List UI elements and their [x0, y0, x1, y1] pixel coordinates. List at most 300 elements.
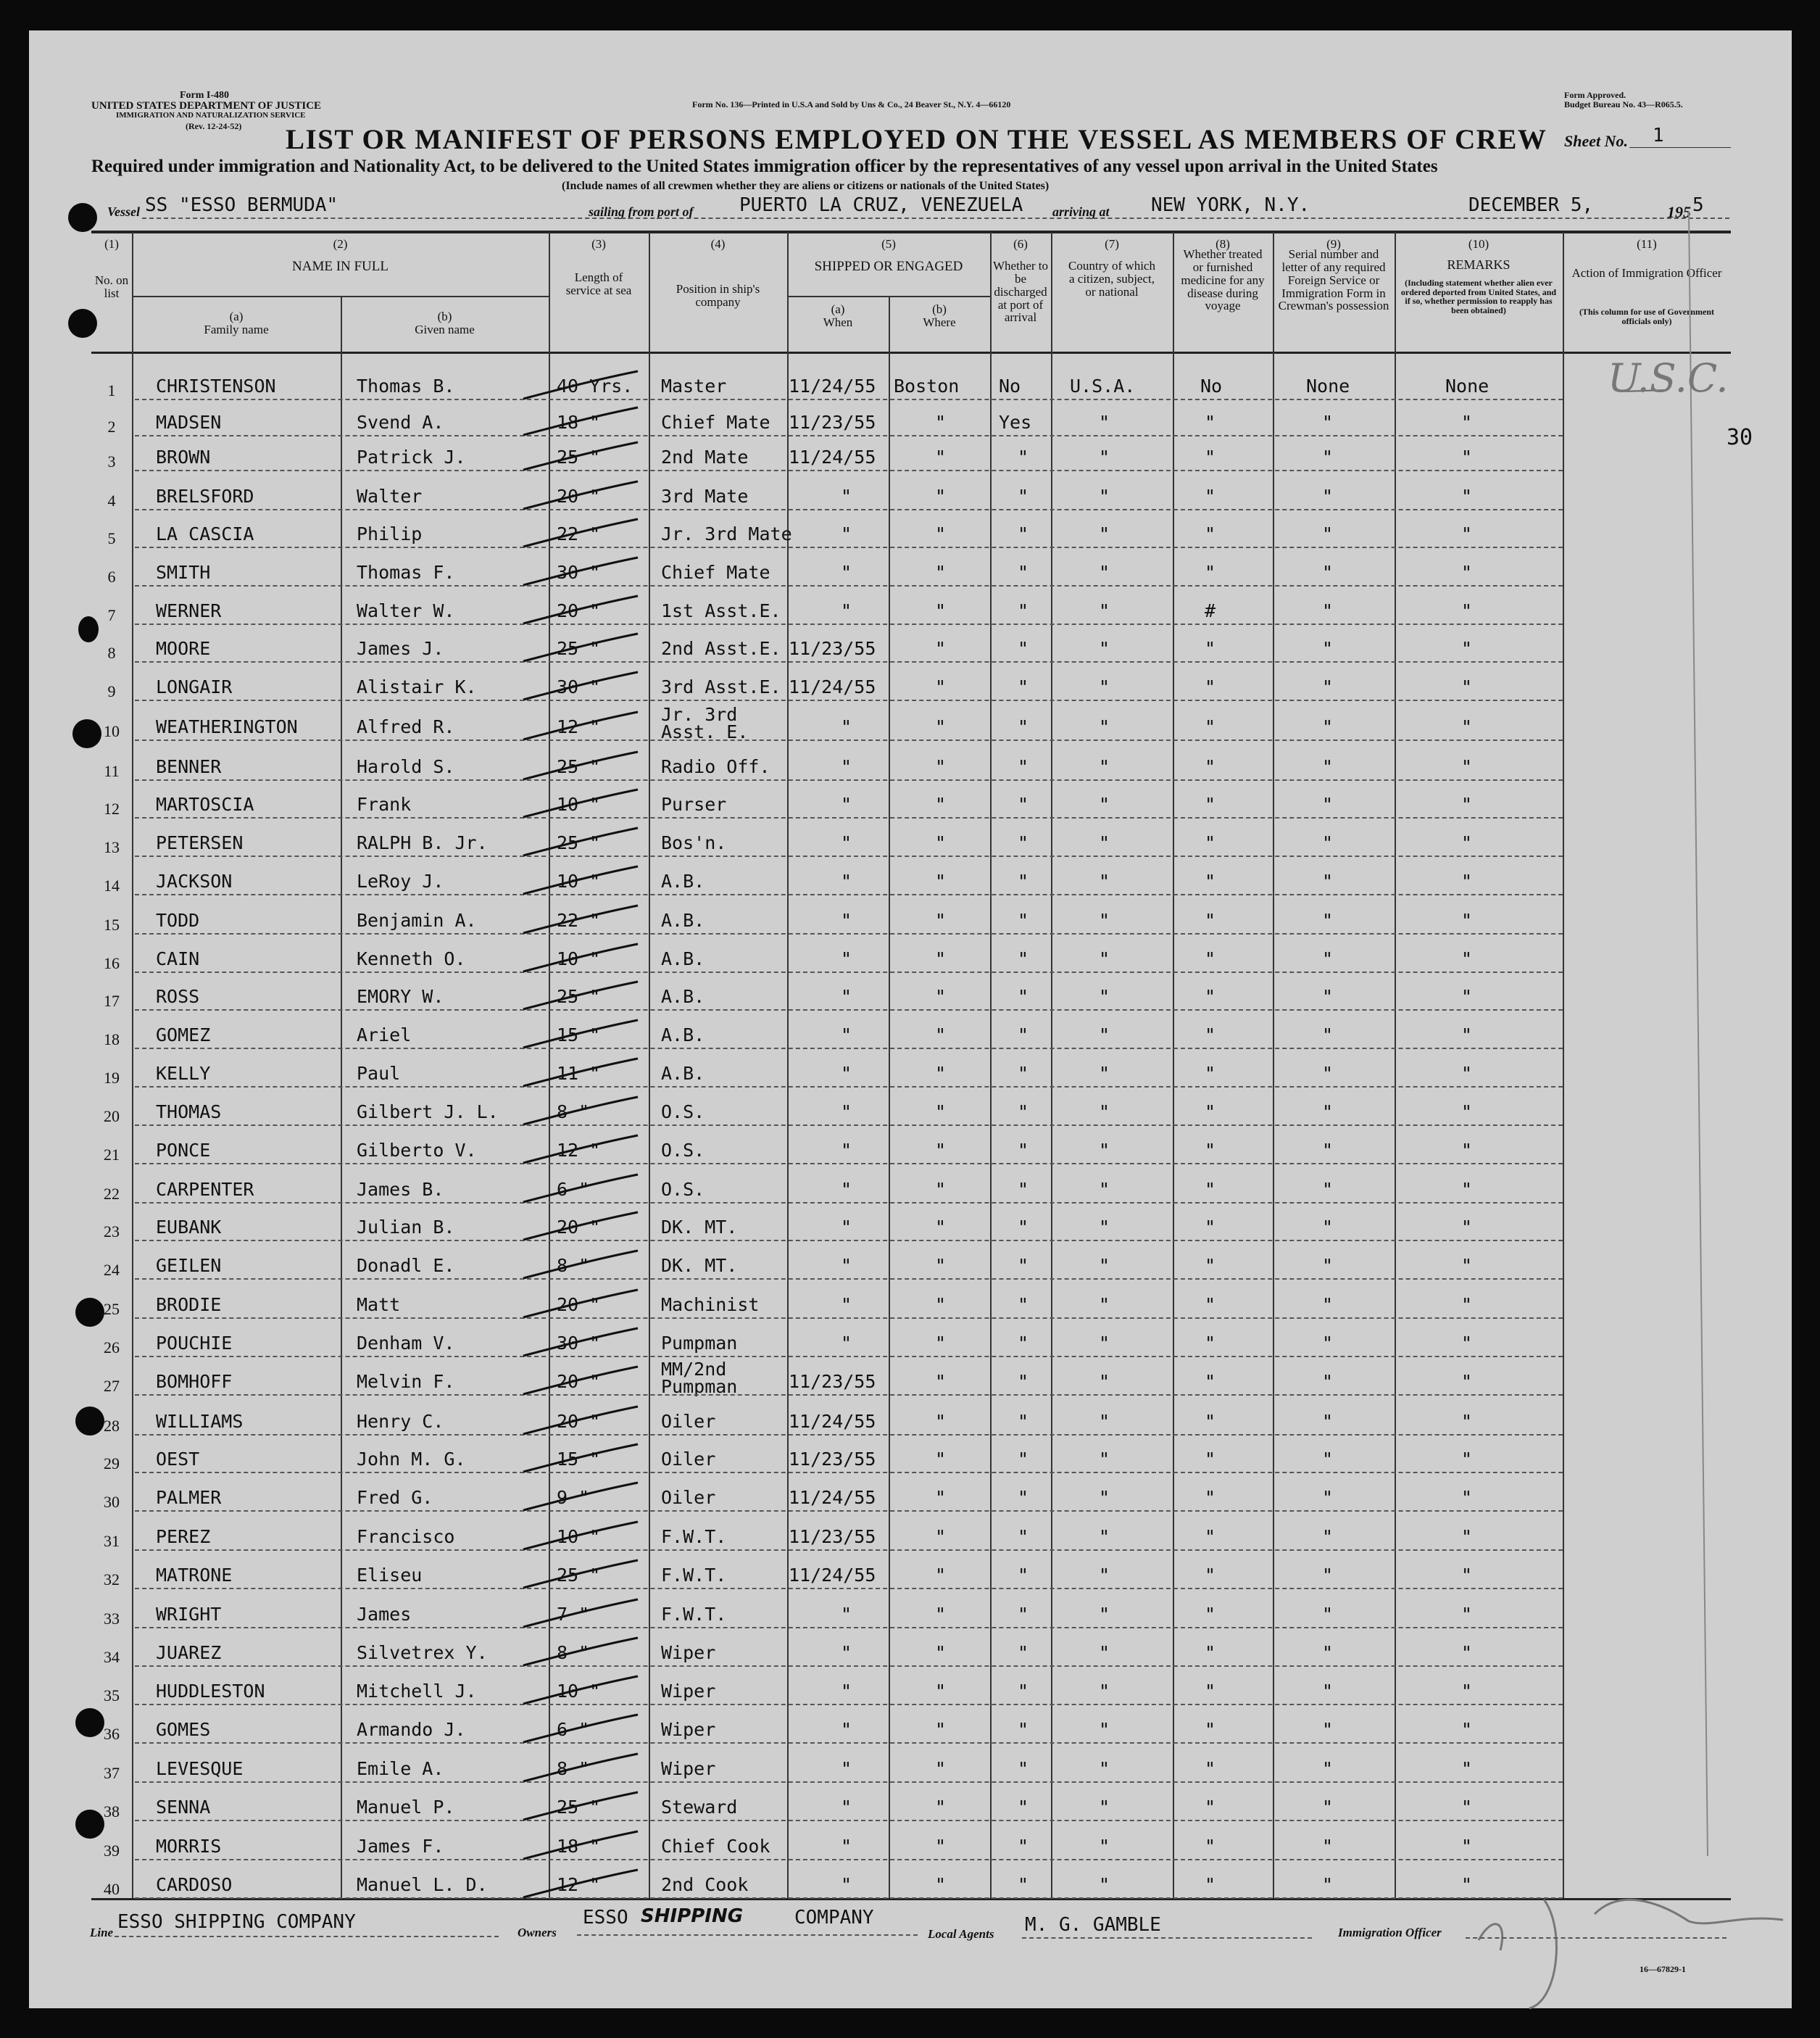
- row-number: 22: [104, 1185, 120, 1203]
- shipped-when-cell: ": [841, 562, 852, 583]
- position-cell: Oiler: [661, 1411, 716, 1432]
- discharged-cell: ": [1018, 1024, 1029, 1045]
- remarks-cell: ": [1461, 794, 1473, 815]
- shipped-where-cell: ": [935, 1758, 947, 1779]
- row-number: 24: [104, 1261, 120, 1279]
- position-cell: Purser: [661, 794, 727, 815]
- country-cell: ": [1099, 676, 1110, 697]
- length-of-service-cell: 22 ": [557, 523, 601, 544]
- discharged-cell: ": [1018, 1333, 1029, 1354]
- serial-number-cell: ": [1322, 486, 1334, 507]
- treated-cell: ": [1205, 948, 1216, 969]
- length-check-mark: [523, 1328, 638, 1356]
- position-cell: 2nd Cook: [661, 1874, 749, 1895]
- position-cell: A.B.: [661, 1024, 705, 1045]
- discharged-cell: ": [1018, 910, 1029, 931]
- shipped-where-cell: ": [935, 1063, 947, 1084]
- given-name-cell: Svend A.: [357, 412, 444, 433]
- discharged-cell: ": [1018, 1681, 1029, 1702]
- family-name-cell: GEILEN: [156, 1255, 222, 1276]
- owners-name-part1: ESSO: [583, 1907, 628, 1929]
- shipped-when-cell: ": [841, 486, 852, 507]
- length-check-mark: [523, 1444, 638, 1472]
- treated-cell: ": [1205, 1604, 1216, 1625]
- vessel-label: Vessel: [107, 204, 140, 219]
- treated-cell: ": [1205, 412, 1216, 433]
- position-cell: Pumpman: [661, 1333, 738, 1354]
- length-of-service-cell: 25 ": [557, 638, 601, 659]
- given-name-cell: Denham V.: [357, 1333, 455, 1354]
- shipped-when-cell: ": [841, 1333, 852, 1354]
- row-number: 13: [104, 838, 120, 856]
- position-cell: Oiler: [661, 1449, 716, 1470]
- serial-number-cell: ": [1322, 986, 1334, 1007]
- given-name-cell: Henry C.: [357, 1411, 444, 1432]
- shipped-where-cell: ": [935, 1604, 947, 1625]
- name-in-full-header: NAME IN FULL: [292, 259, 388, 274]
- remarks-cell: ": [1461, 523, 1473, 544]
- family-name-cell: WRIGHT: [156, 1604, 222, 1625]
- discharged-cell: ": [1018, 1063, 1029, 1084]
- treated-header: Whether treated or furnished medicine for any disease during voyage: [1181, 247, 1265, 313]
- shipped-when-cell: ": [841, 1101, 852, 1122]
- position-cell: 2nd Asst.E.: [661, 638, 781, 659]
- shipped-where-cell: ": [935, 1719, 947, 1740]
- length-check-mark: [523, 407, 638, 435]
- length-check-mark: [523, 1251, 638, 1278]
- family-name-cell: SMITH: [156, 562, 211, 583]
- discharged-cell: ": [1018, 1758, 1029, 1779]
- discharged-header: Whether to be discharged at port of arrival: [993, 259, 1048, 325]
- family-name-cell: PETERSEN: [156, 832, 244, 853]
- col-6-number: (6): [1013, 237, 1028, 251]
- shipped-when-cell: ": [841, 1179, 852, 1200]
- treated-cell: ": [1205, 1565, 1216, 1586]
- shipped-where-cell: ": [935, 1565, 947, 1586]
- shipped-where-cell: ": [935, 1140, 947, 1161]
- length-of-service-cell: 20 ": [557, 1217, 601, 1238]
- row-number: 9: [107, 682, 116, 700]
- serial-number-cell: ": [1322, 756, 1334, 777]
- length-of-service-cell: 15 ": [557, 1449, 601, 1470]
- length-of-service-cell: 20 ": [557, 1411, 601, 1432]
- serial-number-cell: ": [1322, 1758, 1334, 1779]
- country-cell: ": [1099, 1449, 1110, 1470]
- owners-name-part3: COMPANY: [794, 1907, 874, 1929]
- family-name-cell: MATRONE: [156, 1565, 233, 1586]
- family-name-cell: EUBANK: [156, 1217, 222, 1238]
- length-of-service-cell: 15 ": [557, 1024, 601, 1045]
- discharged-cell: ": [1018, 676, 1029, 697]
- shipped-when-cell: ": [841, 1874, 852, 1895]
- position-header: Position in ship's company: [676, 282, 760, 309]
- length-of-service-cell: 9 ": [557, 1487, 590, 1508]
- row-number: 36: [104, 1725, 120, 1743]
- shipped-where-cell: ": [935, 871, 947, 892]
- no-on-list-header: No. on list: [94, 273, 129, 300]
- serial-number-cell: ": [1322, 1874, 1334, 1895]
- remarks-header: REMARKS: [1447, 257, 1511, 272]
- treated-cell: ": [1205, 447, 1216, 468]
- country-cell: ": [1099, 1101, 1110, 1122]
- given-name-cell: James J.: [357, 638, 444, 659]
- length-check-mark: [523, 1599, 638, 1627]
- serial-number-cell: ": [1322, 1797, 1334, 1818]
- length-of-service-cell: 20 ": [557, 1371, 601, 1392]
- remarks-cell: ": [1461, 1836, 1473, 1857]
- remarks-cell: ": [1461, 1371, 1473, 1392]
- given-name-cell: James B.: [357, 1179, 444, 1200]
- family-name-cell: MORRIS: [156, 1836, 222, 1857]
- treated-cell: ": [1205, 1371, 1216, 1392]
- given-name-cell: Kenneth O.: [357, 948, 466, 969]
- shipped-when-cell: 11/23/55: [789, 1371, 876, 1392]
- when-header: (a) When: [823, 302, 853, 329]
- shipped-where-cell: ": [935, 1101, 947, 1122]
- line-label: Line: [90, 1926, 114, 1939]
- family-name-cell: CHRISTENSON: [156, 376, 276, 397]
- country-cell: ": [1099, 1836, 1110, 1857]
- shipped-when-cell: ": [841, 1140, 852, 1161]
- given-name-cell: Alfred R.: [357, 716, 455, 737]
- treated-cell: ": [1205, 1874, 1216, 1895]
- col-7-number: (7): [1105, 237, 1119, 251]
- country-cell: ": [1099, 1604, 1110, 1625]
- serial-header: Serial number and letter of any required Foreign Service or Immigration Form in Crewman's possession: [1278, 247, 1389, 313]
- budget-bureau: Budget Bureau No. 43—R065.5.: [1564, 99, 1683, 109]
- shipped-when-cell: 11/23/55: [789, 1526, 876, 1547]
- country-cell: ": [1099, 756, 1110, 777]
- row-number: 21: [104, 1146, 120, 1164]
- length-check-mark: [523, 1407, 638, 1434]
- signature-scrawl: [1479, 1900, 1783, 2008]
- treated-cell: ": [1205, 986, 1216, 1007]
- shipped-where-cell: ": [935, 1681, 947, 1702]
- family-name-cell: CAIN: [156, 948, 200, 969]
- given-name-cell: Mitchell J.: [357, 1681, 477, 1702]
- discharged-cell: ": [1018, 523, 1029, 544]
- given-name-cell: Donadl E.: [357, 1255, 455, 1276]
- serial-number-cell: None: [1306, 376, 1350, 397]
- given-name-cell: Harold S.: [357, 756, 455, 777]
- col-5-number: (5): [881, 237, 896, 251]
- row-number: 4: [107, 492, 116, 510]
- discharged-cell: ": [1018, 1101, 1029, 1122]
- given-name-cell: Patrick J.: [357, 447, 466, 468]
- remarks-cell: ": [1461, 676, 1473, 697]
- country-cell: ": [1099, 1333, 1110, 1354]
- length-check-mark: [523, 1135, 638, 1163]
- length-of-service-cell: 25 ": [557, 986, 601, 1007]
- discharged-cell: ": [1018, 832, 1029, 853]
- subtitle: Required under immigration and Nationality Act, to be delivered to the United States immigration officer by the representatives of any vessel upon arrival in the United States: [91, 157, 1438, 176]
- row-number: 15: [104, 916, 120, 934]
- vessel-name: SS "ESSO BERMUDA": [145, 194, 338, 216]
- length-check-mark: [523, 1212, 638, 1240]
- length-check-mark: [523, 944, 638, 972]
- shipped-where-cell: ": [935, 1487, 947, 1508]
- serial-number-cell: ": [1322, 1681, 1334, 1702]
- country-cell: ": [1099, 1140, 1110, 1161]
- family-name-cell: SENNA: [156, 1797, 211, 1818]
- length-check-mark: [523, 712, 638, 740]
- shipped-where-cell: ": [935, 1836, 947, 1857]
- discharged-cell: ": [1018, 1411, 1029, 1432]
- country-cell: ": [1099, 1758, 1110, 1779]
- shipped-where-cell: ": [935, 1874, 947, 1895]
- family-name-cell: ROSS: [156, 986, 200, 1007]
- family-name-cell: BENNER: [156, 756, 222, 777]
- discharged-cell: ": [1018, 1565, 1029, 1586]
- family-name-cell: THOMAS: [156, 1101, 222, 1122]
- discharged-cell: ": [1018, 1797, 1029, 1818]
- treated-cell: ": [1205, 1333, 1216, 1354]
- family-name-cell: GOMES: [156, 1719, 211, 1740]
- discharged-cell: ": [1018, 638, 1029, 659]
- given-name-cell: Fred G.: [357, 1487, 433, 1508]
- sailing-label: sailing from port of: [589, 204, 694, 219]
- serial-number-cell: ": [1322, 1565, 1334, 1586]
- country-cell: ": [1099, 1063, 1110, 1084]
- col-9-number: (9): [1326, 237, 1341, 251]
- margin-number-30: 30: [1726, 425, 1753, 450]
- row-number: 20: [104, 1107, 120, 1125]
- family-name-header: (a) Family name: [204, 310, 269, 336]
- treated-cell: ": [1205, 1140, 1216, 1161]
- treated-cell: No: [1200, 376, 1223, 397]
- shipped-where-cell: ": [935, 832, 947, 853]
- treated-cell: ": [1205, 1758, 1216, 1779]
- given-name-cell: Frank: [357, 794, 412, 815]
- discharged-cell: ": [1018, 600, 1029, 621]
- service-name: IMMIGRATION AND NATURALIZATION SERVICE: [116, 111, 306, 120]
- treated-cell: ": [1205, 1797, 1216, 1818]
- arriving-label: arriving at: [1052, 204, 1110, 219]
- given-name-cell: Ariel: [357, 1024, 412, 1045]
- remarks-cell: ": [1461, 1449, 1473, 1470]
- length-of-service-cell: 10 ": [557, 1681, 601, 1702]
- shipped-where-cell: ": [935, 1333, 947, 1354]
- country-cell: ": [1099, 1526, 1110, 1547]
- family-name-cell: WEATHERINGTON: [156, 716, 298, 737]
- position-cell: A.B.: [661, 910, 705, 931]
- shipped-when-cell: ": [841, 1024, 852, 1045]
- length-of-service-cell: 25 ": [557, 756, 601, 777]
- remarks-cell: ": [1461, 871, 1473, 892]
- action-header: Action of Immigration Officer: [1571, 266, 1722, 280]
- treated-cell: ": [1205, 523, 1216, 544]
- remarks-cell: ": [1461, 1333, 1473, 1354]
- given-name-cell: Thomas B.: [357, 376, 455, 397]
- length-of-service-cell: 20 ": [557, 1294, 601, 1315]
- remarks-cell: ": [1461, 1758, 1473, 1779]
- shipped-where-cell: ": [935, 1411, 947, 1432]
- serial-number-cell: ": [1322, 794, 1334, 815]
- length-of-service-cell: 8 ": [557, 1642, 590, 1663]
- shipped-when-cell: ": [841, 1063, 852, 1084]
- discharged-cell: ": [1018, 1719, 1029, 1740]
- row-number: 11: [104, 762, 120, 780]
- treated-cell: ": [1205, 1101, 1216, 1122]
- pencil-mark: [1689, 212, 1708, 1856]
- position-cell: 1st Asst.E.: [661, 600, 781, 621]
- given-name-cell: Francisco: [357, 1526, 455, 1547]
- given-name-cell: Melvin F.: [357, 1371, 455, 1392]
- position-cell: F.W.T.: [661, 1526, 727, 1547]
- country-cell: ": [1099, 832, 1110, 853]
- serial-number-cell: ": [1322, 676, 1334, 697]
- serial-number-cell: ": [1322, 1487, 1334, 1508]
- shipped-when-cell: ": [841, 1797, 852, 1818]
- length-check-mark: [523, 1754, 638, 1781]
- length-of-service-cell: 10 ": [557, 794, 601, 815]
- family-name-cell: TODD: [156, 910, 200, 931]
- serial-number-cell: ": [1322, 1719, 1334, 1740]
- treated-cell: ": [1205, 1487, 1216, 1508]
- form-code: 16—67829-1: [1640, 1964, 1686, 1974]
- length-check-mark: [523, 634, 638, 661]
- row-number: 27: [104, 1377, 120, 1395]
- position-cell: DK. MT.: [661, 1255, 738, 1276]
- shipped-where-cell: ": [935, 447, 947, 468]
- shipped-where-cell: ": [935, 1449, 947, 1470]
- shipped-where-cell: ": [935, 1294, 947, 1315]
- officer-label: Immigration Officer: [1338, 1926, 1442, 1939]
- row-number: 6: [107, 568, 116, 586]
- remarks-cell: ": [1461, 1642, 1473, 1663]
- treated-cell: ": [1205, 1024, 1216, 1045]
- remarks-cell: ": [1461, 1719, 1473, 1740]
- serial-number-cell: ": [1322, 1449, 1334, 1470]
- remarks-cell: ": [1461, 1604, 1473, 1625]
- row-number: 5: [107, 529, 116, 547]
- discharged-cell: ": [1018, 1255, 1029, 1276]
- country-cell: ": [1099, 948, 1110, 969]
- owners-underline: [577, 1934, 918, 1936]
- departure-port: PUERTO LA CRUZ, VENEZUELA: [739, 194, 1023, 216]
- row-number: 39: [104, 1842, 120, 1860]
- col-1-number: (1): [104, 237, 119, 251]
- treated-cell: ": [1205, 1179, 1216, 1200]
- treated-cell: ": [1205, 871, 1216, 892]
- position-cell: Oiler: [661, 1487, 716, 1508]
- family-name-cell: BRODIE: [156, 1294, 222, 1315]
- row-number: 25: [104, 1300, 120, 1318]
- shipped-when-cell: ": [841, 910, 852, 931]
- length-of-service-cell: 10 ": [557, 871, 601, 892]
- length-of-service-cell: 18 ": [557, 1836, 601, 1857]
- shipped-when-cell: 11/24/55: [789, 447, 876, 468]
- remarks-cell: ": [1461, 986, 1473, 1007]
- discharged-cell: ": [1018, 562, 1029, 583]
- given-name-cell: Gilbert J. L.: [357, 1101, 499, 1122]
- treated-cell: ": [1205, 562, 1216, 583]
- serial-number-cell: ": [1322, 562, 1334, 583]
- country-header: Country of which a citizen, subject, or national: [1068, 259, 1155, 299]
- given-name-cell: James: [357, 1604, 412, 1625]
- position-cell: A.B.: [661, 871, 705, 892]
- given-name-cell: Philip: [357, 523, 423, 544]
- treated-cell: ": [1205, 1836, 1216, 1857]
- length-check-mark: [523, 1097, 638, 1124]
- position-cell: Radio Off.: [661, 756, 770, 777]
- shipped-when-cell: ": [841, 986, 852, 1007]
- shipped-where-cell: ": [935, 1526, 947, 1547]
- length-check-mark: [523, 1020, 638, 1048]
- discharged-cell: ": [1018, 1874, 1029, 1895]
- country-cell: ": [1099, 638, 1110, 659]
- length-of-service-cell: 12 ": [557, 1874, 601, 1895]
- agents-underline: [1022, 1937, 1312, 1939]
- shipped-when-cell: 11/23/55: [789, 412, 876, 433]
- row-number: 34: [104, 1648, 120, 1666]
- position-cell: 3rd Mate: [661, 486, 749, 507]
- given-name-cell: Alistair K.: [357, 676, 477, 697]
- printer-line: Form No. 136—Printed in U.S.A and Sold by Uns & Co., 24 Beaver St., N.Y. 4—66120: [692, 99, 1011, 109]
- serial-number-cell: ": [1322, 1371, 1334, 1392]
- given-name-cell: Silvetrex Y.: [357, 1642, 488, 1663]
- sheet-label: Sheet No.: [1564, 132, 1628, 150]
- length-of-service-cell: 22 ": [557, 910, 601, 931]
- remarks-cell: ": [1461, 1681, 1473, 1702]
- remarks-cell: ": [1461, 1217, 1473, 1238]
- length-check-mark: [523, 828, 638, 856]
- position-cell: Bos'n.: [661, 832, 727, 853]
- length-of-service-cell: 6 ": [557, 1719, 590, 1740]
- treated-cell: ": [1205, 1294, 1216, 1315]
- col-11-number: (11): [1637, 237, 1657, 251]
- owners-name-part2: SHIPPING: [641, 1905, 744, 1927]
- treated-cell: ": [1205, 756, 1216, 777]
- given-name-cell: Armando J.: [357, 1719, 466, 1740]
- form-approved: Form Approved.: [1564, 90, 1626, 100]
- position-cell: Chief Mate: [661, 412, 770, 433]
- length-check-mark: [523, 442, 638, 470]
- action-note: (This column for use of Government officials only): [1579, 307, 1715, 326]
- serial-number-cell: ": [1322, 1836, 1334, 1857]
- country-cell: ": [1099, 1642, 1110, 1663]
- shipped-when-cell: ": [841, 1294, 852, 1315]
- family-name-cell: JUAREZ: [156, 1642, 222, 1663]
- shipped-where-cell: ": [935, 412, 947, 433]
- shipped-when-cell: ": [841, 1758, 852, 1779]
- remarks-cell: ": [1461, 716, 1473, 737]
- treated-cell: ": [1205, 676, 1216, 697]
- family-name-cell: CARDOSO: [156, 1874, 233, 1895]
- family-name-cell: LONGAIR: [156, 676, 233, 697]
- discharged-cell: ": [1018, 871, 1029, 892]
- shipped-where-cell: ": [935, 523, 947, 544]
- position-cell: A.B.: [661, 986, 705, 1007]
- treated-cell: ": [1205, 486, 1216, 507]
- position-cell: MM/2nd Pumpman: [661, 1359, 738, 1397]
- given-name-cell: Manuel L. D.: [357, 1874, 488, 1895]
- department: UNITED STATES DEPARTMENT OF JUSTICE: [91, 100, 322, 112]
- length-of-service-cell: 18 ": [557, 412, 601, 433]
- discharged-cell: ": [1018, 1179, 1029, 1200]
- length-of-service-cell: 11 ": [557, 1063, 601, 1084]
- shipped-where-cell: ": [935, 794, 947, 815]
- shipped-when-cell: ": [841, 756, 852, 777]
- remarks-cell: ": [1461, 1797, 1473, 1818]
- country-cell: ": [1099, 1024, 1110, 1045]
- length-of-service-cell: 30 ": [557, 1333, 601, 1354]
- length-check-mark: [523, 371, 638, 399]
- row-number: 26: [104, 1338, 120, 1356]
- remarks-cell: ": [1461, 910, 1473, 931]
- serial-number-cell: ": [1322, 1526, 1334, 1547]
- shipped-where-cell: ": [935, 600, 947, 621]
